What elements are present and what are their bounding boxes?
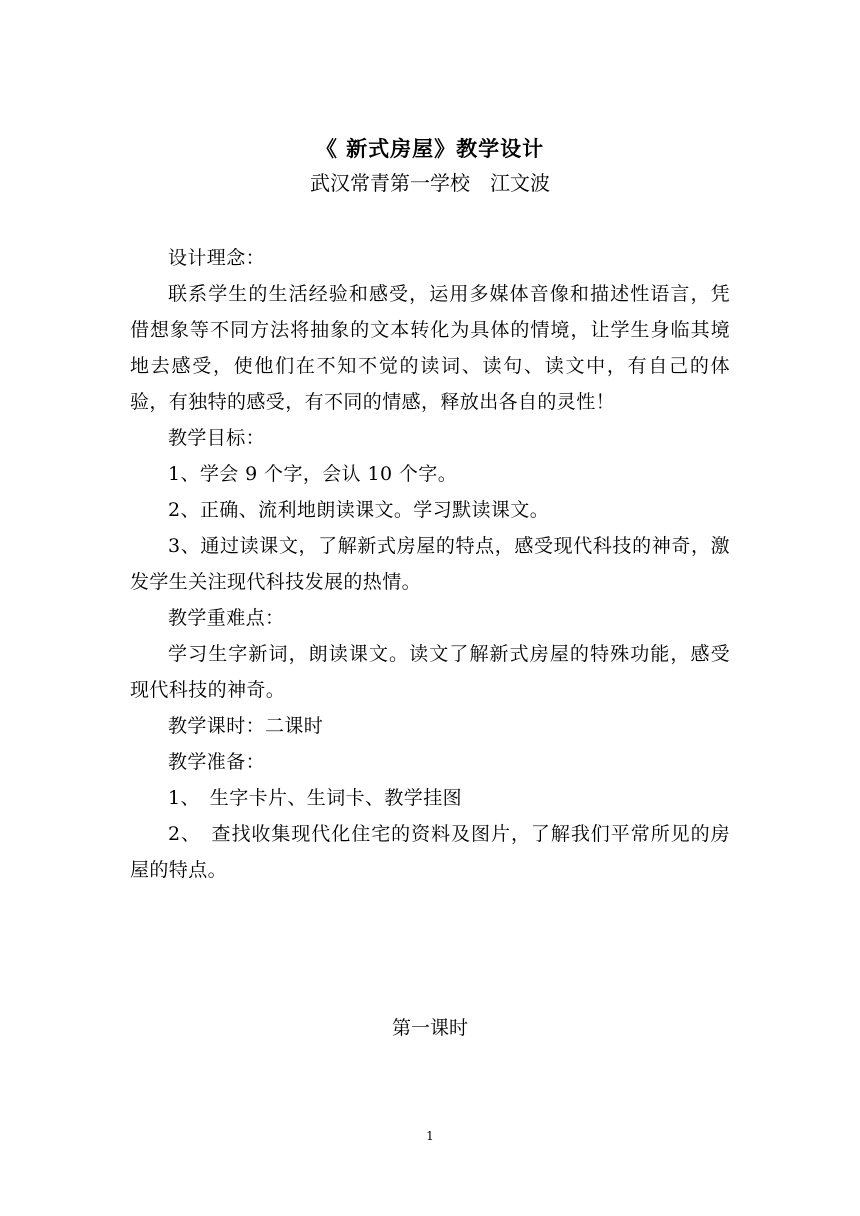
design-concept-paragraph: 联系学生的生活经验和感受，运用多媒体音像和描述性语言，凭借想象等不同方法将抽象的文本转化为具体的情境，让学生身临其境地去感受，使他们在不知不觉的读词、读句、读文中，有自己的体验，有独特的感受，有不同的情感，释放出各自的灵性！ <box>130 283 730 413</box>
section-heading-design-concept: 设计理念： <box>168 247 266 269</box>
section-heading-teaching-goals: 教学目标： <box>168 427 266 449</box>
section-heading-preparation: 教学准备： <box>168 751 266 773</box>
teaching-goal-item-3: 3、通过读课文，了解新式房屋的特点，感受现代科技的神奇，激发学生关注现代科技发展的热情。 <box>130 535 730 593</box>
teaching-goal-item-1: 1、学会 9 个字，会认 10 个字。 <box>168 463 458 485</box>
key-points-paragraph: 学习生字新词，朗读课文。读文了解新式房屋的特殊功能，感受现代科技的神奇。 <box>130 643 730 701</box>
lesson-heading: 第一课时 <box>391 1017 468 1039</box>
document-body <box>130 240 730 888</box>
preparation-item-2: 2、 查找收集现代化住宅的资料及图片，了解我们平常所见的房屋的特点。 <box>130 823 730 881</box>
section-heading-key-points: 教学重难点： <box>168 607 285 629</box>
teaching-goal-item-2: 2、正确、流利地朗读课文。学习默读课文。 <box>168 499 550 521</box>
document-subtitle: 武汉常青第一学校 江文波 <box>310 171 550 195</box>
teaching-hours-line: 教学课时：二课时 <box>168 715 324 737</box>
document-title: 《 新式房屋》教学设计 <box>315 136 545 161</box>
preparation-item-1: 1、 生字卡片、生词卡、教学挂图 <box>168 787 462 809</box>
page-number: 1 <box>426 1129 434 1143</box>
